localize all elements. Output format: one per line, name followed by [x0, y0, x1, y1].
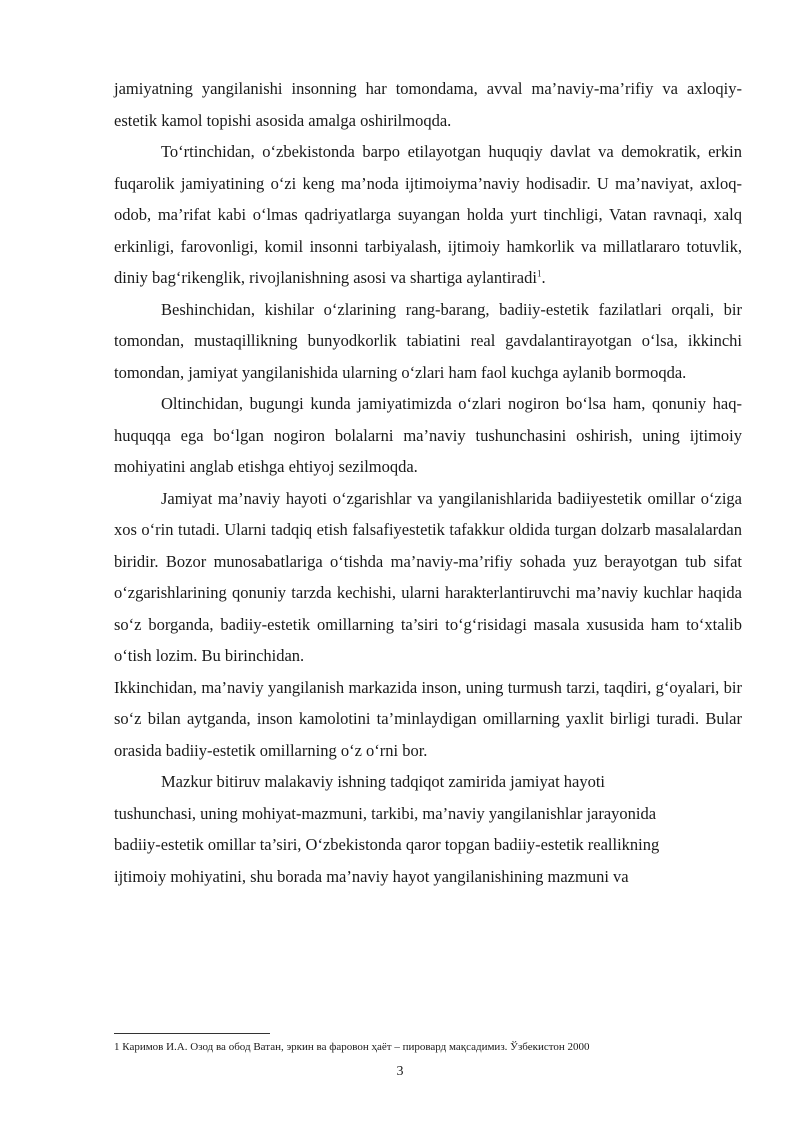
paragraph-second-point: Ikkinchidan, ma’naviy yangilanish markazida inson, uning turmush tarzi, taqdiri, g‘oyalari, bir so‘z bilan aytganda, inson kamolotini ta’minlaydigan omillarning yaxlit birligi turadi. Bular orasida badiiy-estetik omillarning o‘z o‘rni bor.: [114, 677, 742, 760]
footnote-divider: [114, 1033, 270, 1034]
footnote-reference[interactable]: 1: [536, 268, 542, 279]
paragraph-fourth-end: .: [541, 268, 546, 287]
paragraph-aesthetic-factors: Jamiyat ma’naviy hayoti o‘zgarishlar va yangilanishlarida badiiyestetik omillar o‘ziga xos o‘rin tutadi. Ularni tadqiq etish falsafiyestetik tafakkur oldida turgan dolzarb masalalardan biridir. Bozor munosabatlariga o‘tishda ma’naviy-ma’rifiy sohada yuz berayotgan tub sifat o‘zgarishlarining qonuniy tarzda kechishi, ularni harakterlantiruvchi ma’naviy kuchlar haqida so‘z borganda, badiiy-estetik omillarning ta’siri to‘g‘risidagi masala xususida ham to‘xtalib o‘tish lozim. Bu birinchidan.: [114, 488, 742, 665]
paragraph-continued: jamiyatning yangilanishi insonning har tomondama, avval ma’naviy-ma’rifiy va axloqiy-estetik kamol topishi asosida amalga oshirilmoqda.: [114, 79, 742, 130]
paragraph-thesis-line-3: badiiy-estetik omillar ta’siri, O‘zbekistonda qaror topgan badiiy-estetik reallikning: [114, 835, 660, 854]
paragraph-thesis-line-4: ijtimoiy mohiyatini, shu borada ma’naviy hayot yangilanishining mazmuni va: [114, 866, 629, 886]
paragraph-thesis-line-2: tushunchasi, uning mohiyat-mazmuni, tarkibi, ma’naviy yangilanishlar jarayonida: [114, 803, 657, 823]
paragraph-fifth: Beshinchidan, kishilar o‘zlarining rang-barang, badiiy-estetik fazilatlari orqali, bir tomondan, mustaqillikning bunyodkorlik tabiatini real gavdalantirayotgan o‘lsa, ikkinchi tomondan, jamiyat yangilanishida ularning o‘zlari ham faol kuchga aylanib bormoqda.: [114, 299, 742, 382]
paragraph-sixth: Oltinchidan, bugungi kunda jamiyatimizda o‘zlari nogiron bo‘lsa ham, qonuniy haq-huquqqa ega bo‘lgan nogiron bolalarni ma’naviy tushunchasini oshirish, uning ijtimoiy mohiyatini anglab etishga ehtiyoj sezilmoqda.: [114, 394, 742, 476]
paragraph-fourth-text: To‘rtinchidan, o‘zbekistonda barpo etilayotgan huquqiy davlat va demokratik, erkin fuqarolik jamiyatining o‘zi keng ma’noda ijtimoiyma’naviy hodisadir. U ma’naviyat, axloq-odob, ma’rifat kabi o‘lmas qadriyatlarga suyangan holda yurt tinchligi, Vatan ravnaqi, xalq erkinligi, farovonligi, komil insonni tarbiyalash, ijtimoiy hamkorlik va millatlararo totuvlik, diniy bag‘rikenglik, rivojlanishning asosi va shartiga aylantiradi: [114, 142, 742, 287]
page-number: 3: [396, 1064, 404, 1079]
body-text: [114, 73, 742, 892]
paragraph-thesis-line-1: Mazkur bitiruv malakaviy ishning tadqiqot zamirida jamiyat hayoti: [161, 772, 606, 791]
paragraph-fourth: [114, 136, 742, 294]
footnote: 1 Каримов И.А. Озод ва обод Ватан, эркин ва фаровон ҳаёт – пировард мақсадимиз. Ўзбекистон 2000: [114, 1041, 590, 1053]
